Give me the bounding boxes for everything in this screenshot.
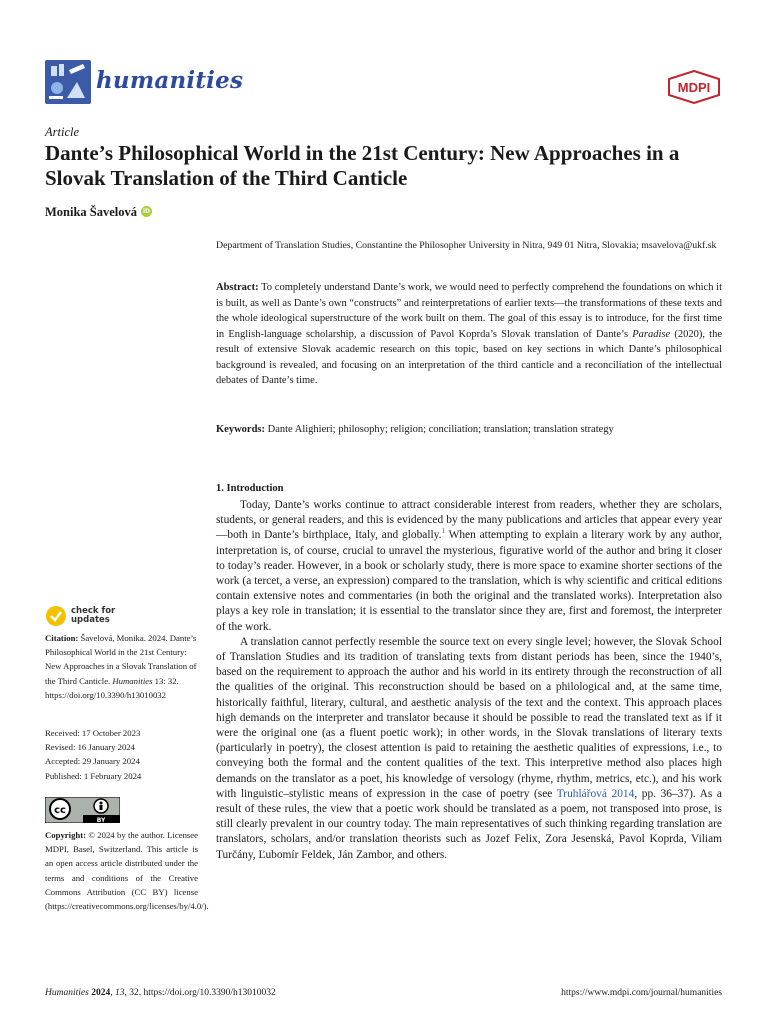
received-date: Received: 17 October 2023 <box>45 728 141 738</box>
citation-journal: Humanities <box>112 675 153 686</box>
dates <box>45 726 198 783</box>
author-name: Monika Šavelová <box>45 205 138 219</box>
paragraph-2-text-b: , pp. 36–37). As a result of these rules, the view that a poetic work should be translated as a poem, not transposed into prose, is still clearly prevalent in our country today. The main representatives of such thinking regarding translation are translators, scholars, and/or translation theorists such as Jozef Felix, Zora Jesenská, Pavol Koprda, Viliam Turčány, Ľubomír Feldek, Ján Zambor, and others. <box>216 787 722 861</box>
footer-journal: Humanities <box>45 988 89 998</box>
paragraph-1 <box>216 498 722 635</box>
footnote-link[interactable]: 1 <box>441 527 445 536</box>
citation <box>45 631 198 702</box>
accepted-date: Accepted: 29 January 2024 <box>45 756 140 767</box>
mdpi-logo-text: MDPI <box>677 80 711 95</box>
paragraph-1-text-a: Today, Dante’s works continue to attract considerable interest from readers, whether they are scholars, students, or general readers, and this is evidenced by the many publications and articles that appear every year—both in Dante’s birthplace, Italy, and globally. <box>216 499 722 542</box>
footer-year: 2024 <box>88 988 111 998</box>
cc-by-license-icon[interactable] <box>45 797 120 823</box>
reference-link[interactable]: Truhlářová 2014 <box>556 787 635 800</box>
check-for-updates-button[interactable] <box>45 605 115 627</box>
copyright-notice <box>45 828 209 913</box>
abstract <box>216 280 722 389</box>
check-updates-line1: check for <box>71 606 116 616</box>
abstract-text-2: (2020), the result of extensive Slovak academic research on this topic, based on key sections in which Dante’s philosophical background is revealed, and focusing on an interpretation of the third canticle and a reconciliation of the intellectual debates of Dante’s time. <box>216 328 722 386</box>
keywords-text: Dante Alighieri; philosophy; religion; conciliation; translation; translation strategy <box>267 424 614 435</box>
journal-logo-icon <box>45 60 91 104</box>
footer-journal-url[interactable]: https://www.mdpi.com/journal/humanities <box>561 988 722 998</box>
keywords <box>216 422 722 438</box>
citation-label: Citation: <box>45 633 79 643</box>
author-line <box>45 205 152 220</box>
paragraph-2 <box>216 635 722 863</box>
article-title: Dante’s Philosophical World in the 21st Century: New Approaches in a Slovak Translation of the Third Canticle <box>45 141 680 190</box>
check-updates-line2: updates <box>71 615 110 625</box>
paragraph-2-text-a: A translation cannot perfectly resemble the source text on every single level; however, the Slovak School of Translation Studies and its tradition of translating texts from distant periods has been, since the 1940’s, based on the requirement to approach the author and his world in its entirety through the reconstruction of all the qualities of the original. This reconstruction should be based on a philological and, at the same time, historically faithful, literary, cultural, and aesthetic analysis of the text and the context. This approach places high demands on the interpreter and translator because it should be possible to read the translated text as if it were the original one (as a fluent poetic work); in other words, in the Slovak translations of literary texts (particularly in poetry), the closest attention is paid to retaining the aesthetic qualities of expressions, i.e., to conveying both the formal and the content qualities of the text. This interpretive method also places high demands on the translator as a poet, his knowledge of versology (rhyme, rhythm, metrics, etc.), and his work with linguistic–stylistic means of expression in the case of poetry (see <box>216 635 722 800</box>
copyright-label: Copyright: <box>45 830 87 840</box>
citation-rest: 13: 32. https://doi.org/10.3390/h13010032 <box>45 675 179 700</box>
cc-label: cc <box>54 805 66 816</box>
footer-citation <box>45 988 276 998</box>
check-updates-icon <box>45 605 67 627</box>
published-date: Published: 1 February 2024 <box>45 770 142 781</box>
citation-text: Šavelová, Monika. 2024. Dante’s Philosophical World in the 21st Century: New Approaches in a Slovak Translation of the Third Canticle. <box>45 633 197 686</box>
footer-volume: , 13 <box>110 988 125 998</box>
paragraph-1-text-b: When attempting to explain a literary work by any author, interpretation is, of course, crucial to unravel the mysterious, figurative world of the author and bring it closer to today’s reader. However, in a book or scholarly study, there is more space to examine shorter sections of the work (a tercet, a verse, an expression) compared to the translation, which is why scientific and critical editions contain extensive notes and commentaries (in both the original and the translated works). Interpretation also plays a key role in translation; it is essential to the translator since they are, first and foremost, the interpreter of the work. <box>216 529 722 633</box>
keywords-label: Keywords: <box>216 424 265 435</box>
abstract-text-1: To completely understand Dante’s work, we would need to perfectly comprehend the foundations on which it is built, as well as Dante’s own “constructs” and reinterpretations of earlier texts—the transformations of these texts and the whole ideological superstructure of the work built on them. The goal of this essay is to introduce, for the first time in English-language scholarship, a discussion of Pavol Koprda’s Slovak translation of Dante’s <box>216 282 723 340</box>
article-type: Article <box>45 125 80 139</box>
mdpi-logo-icon <box>666 70 722 104</box>
abstract-label: Abstract: <box>216 282 259 293</box>
abstract-italic: Paradise <box>632 328 671 340</box>
orcid-label: iD <box>143 208 151 215</box>
copyright-text: © 2024 by the author. Licensee MDPI, Basel, Switzerland. This article is an open access article distributed under the terms and conditions of the Creative Commons Attribution (CC BY) license (https://creativecommons.org/licenses/by/4.0/). <box>45 830 209 912</box>
body-text <box>216 498 722 863</box>
by-label: BY <box>96 817 106 823</box>
affiliation: Department of Translation Studies, Constantine the Philosopher University in Nitra, 949 01 Nitra, Slovakia; msavelova@ukf.sk <box>216 240 717 251</box>
orcid-icon[interactable] <box>141 206 152 217</box>
journal-name: humanities <box>96 67 244 94</box>
revised-date: Revised: 16 January 2024 <box>45 742 135 753</box>
section-heading: 1. Introduction <box>216 483 284 494</box>
check-updates-label <box>71 607 115 625</box>
footer-doi: , 32. https://doi.org/10.3390/h13010032 <box>124 988 276 998</box>
